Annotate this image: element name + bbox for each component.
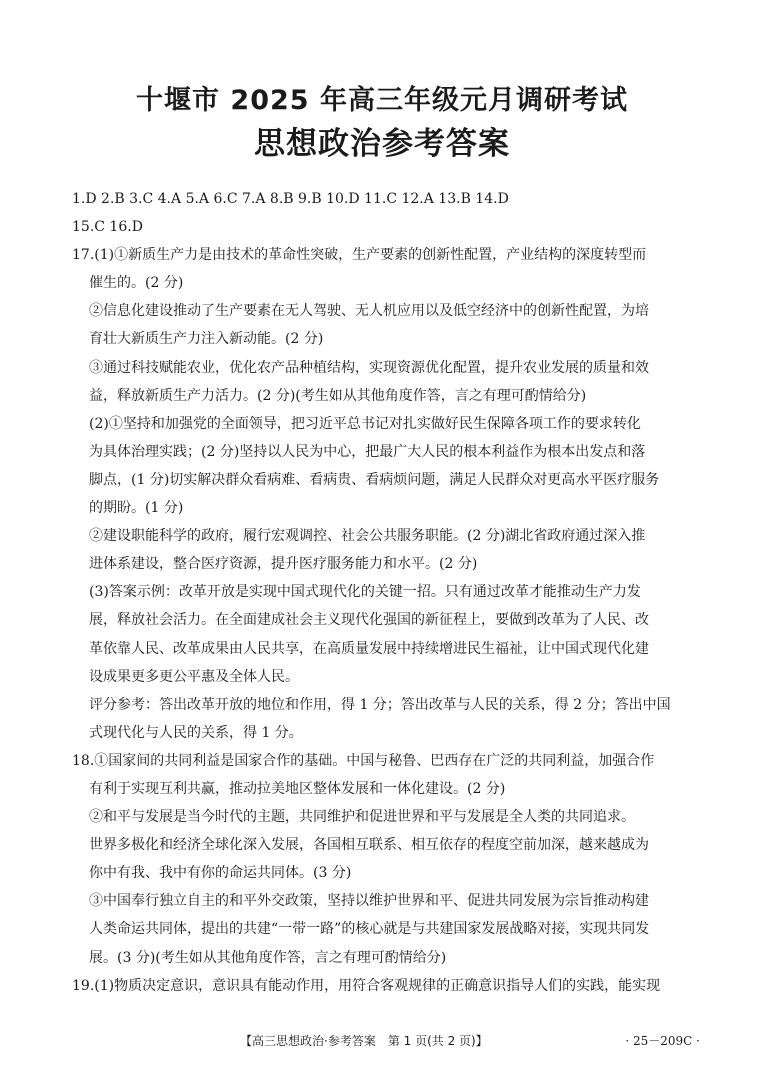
q17-line-5: ③通过科技赋能农业，优化农产品种植结构，实现资源优化配置，提升农业发展的质量和效: [89, 359, 649, 376]
exam-title: 十堰市 2025 年高三年级元月调研考试: [136, 85, 628, 116]
q18-line-1: 18.①国家间的共同利益是国家合作的基础。中国与秘鲁、巴西存在广泛的共同利益，加强合作: [72, 752, 655, 769]
choice-answers-line-1: 1.D 2.B 3.C 4.A 5.A 6.C 7.A 8.B 9.B 10.D 11.C 12.A 13.B 14.D: [72, 191, 509, 207]
q18-line-3: ②和平与发展是当今时代的主题，共同维护和促进世界和平与发展是全人类的共同追求。: [89, 809, 635, 826]
q17-line-9: 脚点，(1 分)切实解决群众看病难、看病贵、看病烦问题，满足人民群众对更高水平医疗服务: [89, 471, 660, 488]
q17-line-10: 的期盼。(1 分): [89, 500, 184, 517]
q18-line-5: 你中有我、我中有你的命运共同体。(3 分): [89, 865, 352, 882]
q18-line-2: 有利于实现互利共赢，推动拉美地区整体发展和一体化建设。(2 分): [89, 780, 506, 797]
footer-page-info: 【高三思想政治·参考答案 第 1 页(共 2 页)】: [240, 1034, 488, 1048]
q18-line-7: 人类命运共同体，提出的共建“一带一路”的核心就是与共建国家发展战略对接，实现共同发: [89, 921, 650, 938]
answer-key-title: 思想政治参考答案: [254, 126, 510, 162]
choice-answers-line-2: 15.C 16.D: [72, 219, 143, 236]
q17-line-7: (2)①坚持和加强党的全面领导，把习近平总书记对扎实做好民生保障各项工作的要求转化: [89, 415, 641, 432]
footer-code: · 25－209C ·: [625, 1034, 700, 1048]
q17-line-18: 式现代化与人民的关系，得 1 分。: [89, 724, 303, 741]
q17-line-12: 进体系建设，整合医疗资源，提升医疗服务能力和水平。(2 分): [89, 556, 478, 573]
q17-line-8: 为具体治理实践；(2 分)坚持以人民为中心，把最广大人民的根本利益作为根本出发点和落: [89, 443, 646, 460]
q17-line-11: ②建设职能科学的政府，履行宏观调控、社会公共服务职能。(2 分)湖北省政府通过深入推: [89, 528, 646, 545]
q17-line-15: 革依靠人民、改革成果由人民共享，在高质量发展中持续增进民生福祉，让中国式现代化建: [89, 640, 649, 657]
q19-line-1: 19.(1)物质决定意识，意识具有能动作用，用符合客观规律的正确意识指导人们的实践，能实现: [72, 977, 661, 994]
q17-line-14: 展，释放社会活力。在全面建成社会主义现代化强国的新征程上，要做到改革为了人民、改: [89, 612, 649, 629]
q17-line-1: 17.(1)①新质生产力是由技术的革命性突破，生产要素的创新性配置，产业结构的深度转型而: [72, 247, 647, 264]
q18-line-8: 展。(3 分)(考生如从其他角度作答，言之有理可酌情给分): [89, 949, 447, 966]
q17-line-2: 催生的。(2 分): [89, 275, 184, 292]
q18-line-4: 世界多极化和经济全球化深入发展，各国相互联系、相互依存的程度空前加深，越来越成为: [89, 837, 649, 854]
q17-line-3: ②信息化建设推动了生产要素在无人驾驶、无人机应用以及低空经济中的创新性配置，为培: [89, 303, 649, 320]
q17-line-13: (3)答案示例：改革开放是实现中国式现代化的关键一招。只有通过改革才能推动生产力发: [89, 584, 641, 601]
page-footer: [0, 1032, 764, 1052]
answer-content: [72, 185, 692, 1000]
q17-line-17: 评分参考：答出改革开放的地位和作用，得 1 分；答出改革与人民的关系，得 2 分；答出中国: [89, 696, 671, 713]
q17-line-6: 益，释放新质生产力活力。(2 分)(考生如从其他角度作答，言之有理可酌情给分): [89, 387, 587, 404]
q17-line-16: 设成果更多更公平惠及全体人民。: [89, 668, 299, 685]
q17-line-4: 育壮大新质生产力注入新动能。(2 分): [89, 331, 324, 348]
q18-line-6: ③中国奉行独立自主的和平外交政策，坚持以维护世界和平、促进共同发展为宗旨推动构建: [89, 893, 649, 910]
